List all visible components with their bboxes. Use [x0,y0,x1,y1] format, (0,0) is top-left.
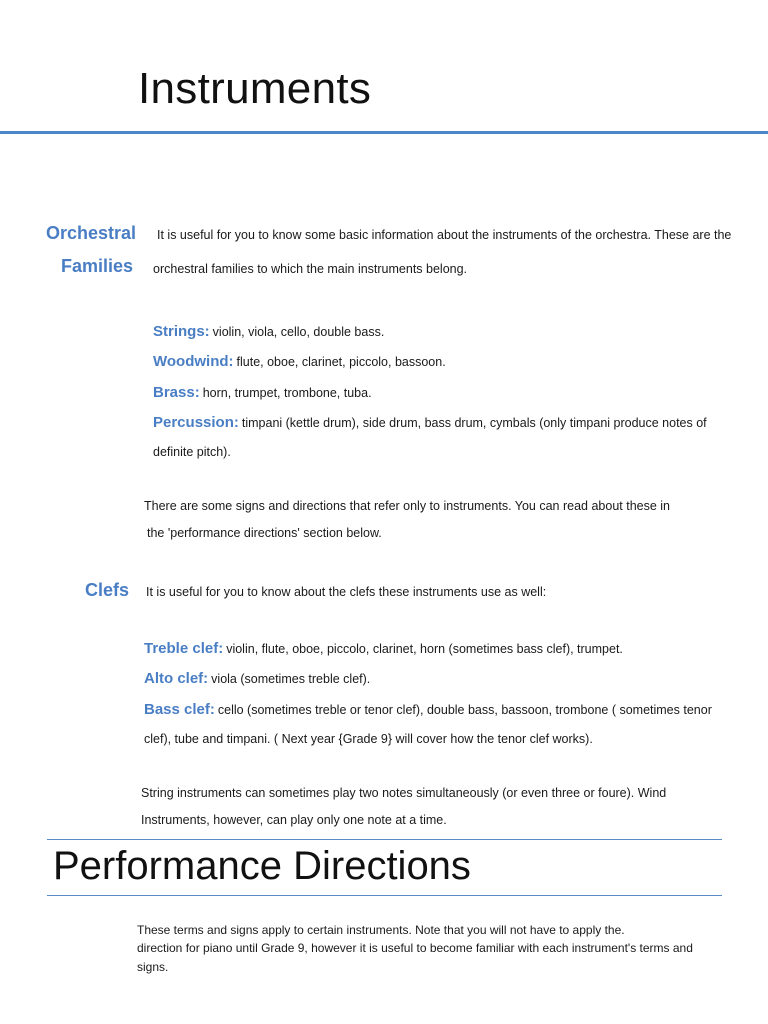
clefs-intro: It is useful for you to know about the clefs these instruments use as well: [146,585,547,599]
orchestral-note-line2: the 'performance directions' section below. [147,526,382,540]
family-term: Percussion: [153,414,239,431]
clefs-note-line1: String instruments can sometimes play two notes simultaneously (or even three or foure). Wind [141,786,667,800]
family-brass [153,384,372,402]
family-strings [153,323,384,341]
clef-term: Bass clef: [144,701,215,718]
performance-line1: These terms and signs apply to certain instruments. Note that you will not have to apply the. [137,923,625,937]
clef-term: Treble clef: [144,640,224,657]
performance-line3: signs. [137,960,169,974]
orchestral-intro-line1: It is useful for you to know some basic information about the instruments of the orchestra. These are the [157,228,732,242]
performance-heading: Performance Directions [53,844,471,888]
orchestral-heading-line2: Families [60,256,133,276]
family-percussion [153,414,707,432]
clef-text: viola (sometimes treble clef). [211,672,371,686]
clef-text: cello (sometimes treble or tenor clef), double bass, bassoon, trombone ( sometimes tenor [217,703,712,717]
performance-top-rule [47,839,722,840]
family-woodwind [153,353,446,371]
clef-treble [144,640,623,658]
performance-bottom-rule [47,895,722,896]
family-percussion-line2: definite pitch). [153,445,231,459]
clef-bass-line2: clef), tube and timpani. ( Next year {Grade 9} will cover how the tenor clef works). [144,732,593,746]
clef-text: violin, flute, oboe, piccolo, clarinet, horn (sometimes bass clef), trumpet. [226,642,623,656]
orchestral-intro-line2: orchestral families to which the main instruments belong. [153,262,468,276]
family-term: Woodwind: [153,353,234,370]
clef-term: Alto clef: [144,670,209,687]
family-text: flute, oboe, clarinet, piccolo, bassoon. [236,355,446,369]
clef-bass [144,701,712,719]
clefs-note-line2: Instruments, however, can play only one note at a time. [141,813,447,827]
family-text: horn, trumpet, trombone, tuba. [202,386,372,400]
clefs-heading: Clefs [84,580,129,600]
orchestral-note-line1: There are some signs and directions that refer only to instruments. You can read about these in [144,499,671,513]
title-divider [0,131,768,134]
orchestral-heading-line1: Orchestral [45,223,136,243]
performance-line2: direction for piano until Grade 9, however it is useful to become familiar with each instrument's terms and [137,941,693,955]
family-term: Strings: [153,323,210,340]
family-text: violin, viola, cello, double bass. [212,325,385,339]
family-term: Brass: [153,384,200,401]
page-title: Instruments [138,64,372,113]
clef-alto [144,670,370,688]
family-text: timpani (kettle drum), side drum, bass drum, cymbals (only timpani produce notes of [241,416,707,430]
